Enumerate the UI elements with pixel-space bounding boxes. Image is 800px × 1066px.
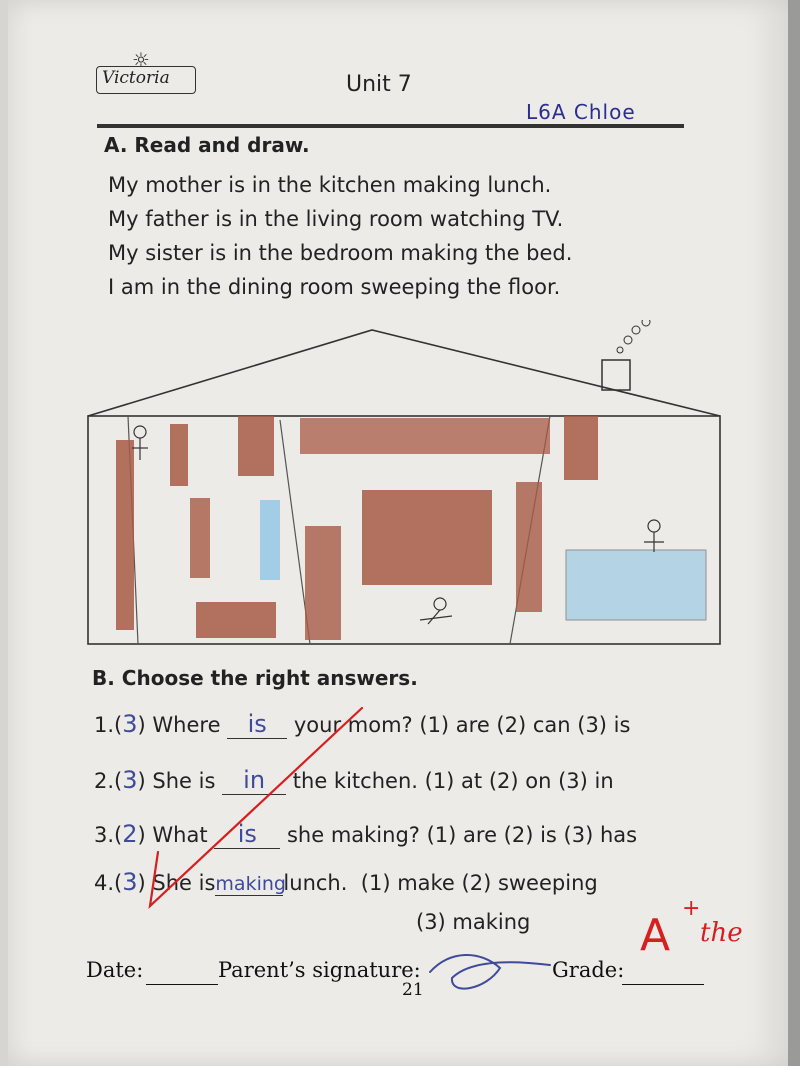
chosen-answer[interactable]: 3: [122, 868, 138, 896]
date-label: Date:: [86, 958, 144, 982]
book-spine: [0, 0, 8, 1066]
smoke-puff: [642, 320, 650, 326]
question-text: the kitchen.: [292, 769, 418, 793]
chosen-answer[interactable]: 3: [122, 766, 138, 794]
header-rule: [97, 124, 684, 128]
grade-plus: +: [682, 896, 701, 921]
bedroom-wardrobe: [564, 416, 598, 480]
kitchen-counter: [190, 498, 210, 578]
student-name: L6A Chloe: [526, 100, 636, 124]
passage-line: My father is in the living room watching TV.: [108, 207, 564, 231]
grade-field[interactable]: [622, 958, 704, 985]
question-text: your mom?: [293, 713, 413, 737]
section-b-title: B. Choose the right answers.: [92, 666, 418, 690]
question-text: she making?: [286, 823, 420, 847]
filled-answer: making: [215, 873, 286, 895]
passage-line: I am in the dining room sweeping the floor.: [108, 275, 561, 299]
answer-options: (1) are (2) is (3) has: [426, 823, 638, 847]
page-number: 21: [402, 980, 424, 1000]
question-3: 3.(2) What is she making? (1) are (2) is (3) has: [94, 820, 638, 848]
date-field[interactable]: [146, 958, 218, 985]
question-number: 3.: [94, 823, 115, 847]
dining-table: [362, 490, 492, 585]
logo-text: Victoria: [102, 68, 170, 88]
stick-figure-mother: [132, 426, 148, 460]
question-text: Where: [152, 713, 221, 737]
unit-title: Unit 7: [346, 72, 412, 97]
answer-options: (1) are (2) can (3) is: [419, 713, 631, 737]
reading-passage: [108, 168, 572, 304]
question-text: What: [152, 823, 208, 847]
chosen-answer[interactable]: 2: [122, 820, 138, 848]
tv-stand: [305, 526, 341, 640]
filled-answer: is: [237, 820, 257, 848]
bed: [566, 550, 706, 620]
chosen-answer[interactable]: 3: [122, 710, 138, 738]
kitchen-table: [196, 602, 276, 638]
smoke-puff: [617, 347, 623, 353]
passage-line: My mother is in the kitchen making lunch.: [108, 173, 552, 197]
answer-blank[interactable]: [215, 871, 286, 896]
question-number: 2.: [94, 769, 115, 793]
chimney: [602, 360, 630, 390]
stick-figure-girl: [420, 598, 452, 624]
question-2: 2.(3) She is in the kitchen. (1) at (2) on (3) in: [94, 766, 614, 794]
answer-blank[interactable]: [222, 766, 286, 795]
grade-mark: A: [640, 910, 671, 961]
victoria-logo: [96, 48, 196, 98]
filled-answer: is: [247, 710, 267, 738]
question-number: 1.: [94, 713, 115, 737]
smoke-puff: [632, 326, 640, 334]
kitchen-fridge: [260, 500, 280, 580]
bookshelf: [116, 440, 134, 630]
side-cabinet: [516, 482, 542, 612]
stick-figure-sister: [644, 520, 664, 552]
question-4-options-continued: (3) making: [416, 910, 531, 934]
section-a-title: A. Read and draw.: [104, 133, 310, 157]
signature-label: Parent’s signature:: [218, 958, 421, 982]
question-1: 1.(3) Where is your mom? (1) are (2) can (3) is: [94, 710, 631, 738]
smoke-puff: [624, 336, 632, 344]
sun-icon: ☼: [132, 48, 150, 72]
question-text: She is: [152, 769, 216, 793]
filled-answer: in: [243, 766, 266, 794]
passage-line: My sister is in the bedroom making the bed.: [108, 241, 573, 265]
question-4: 4.(3) She ismakinglunch. (1) make (2) sweeping: [94, 868, 598, 896]
kitchen-cabinet: [170, 424, 188, 486]
question-number: 4.: [94, 871, 115, 895]
window: [300, 418, 550, 454]
answer-blank[interactable]: [227, 710, 287, 739]
answer-options: (1) make (2) sweeping: [360, 871, 598, 895]
question-text: She is: [152, 871, 216, 895]
answer-blank[interactable]: [214, 820, 280, 849]
house-drawing: [80, 320, 740, 660]
answer-options: (1) at (2) on (3) in: [424, 769, 614, 793]
grade-note: the: [700, 918, 743, 948]
grade-label: Grade:: [552, 958, 625, 982]
question-text: lunch.: [283, 871, 348, 895]
living-room-cabinet: [238, 416, 274, 476]
